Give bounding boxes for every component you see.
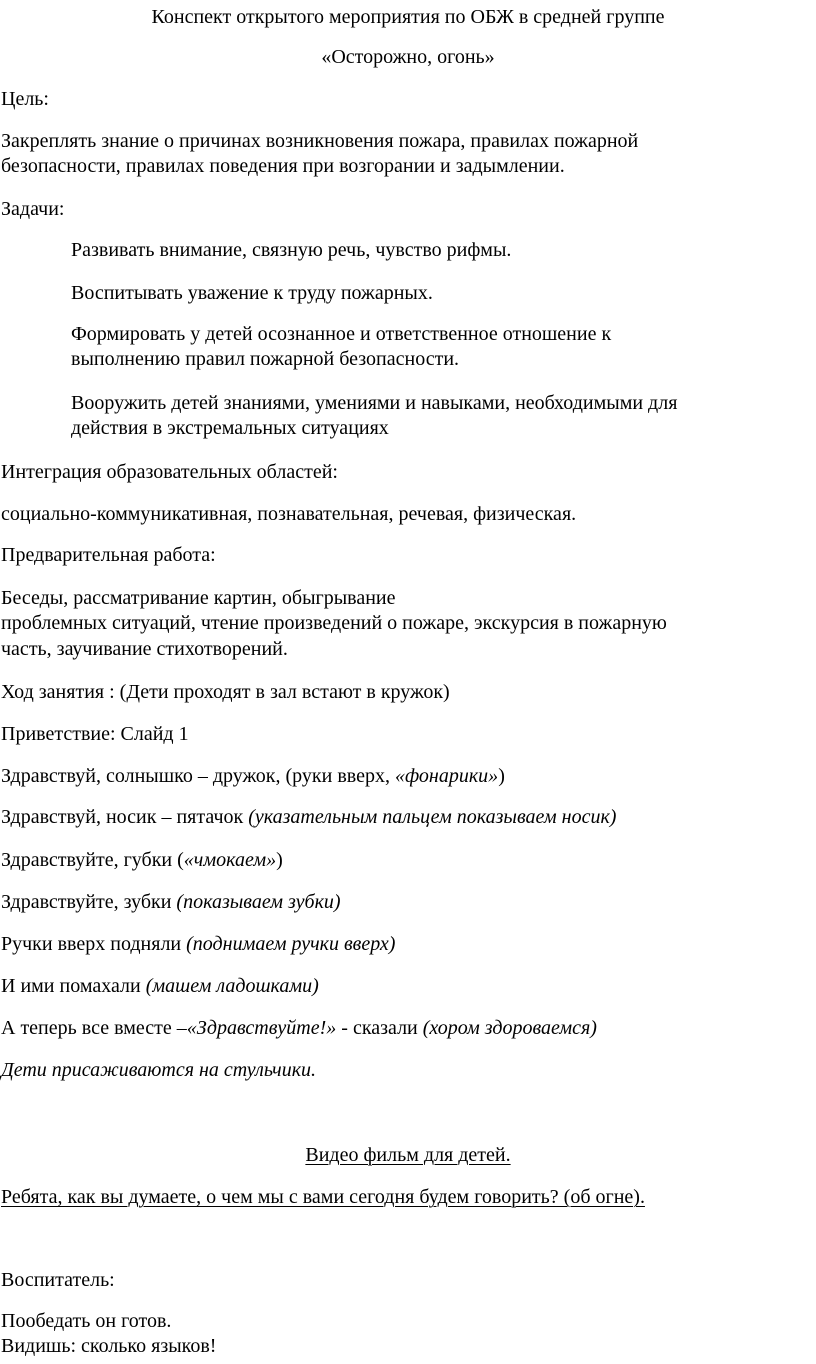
task-item-2: Воспитывать уважение к труду пожарных. — [71, 282, 433, 304]
verse-line-1 — [1, 764, 505, 789]
teacher-line-1: Пообедать он готов. — [1, 1310, 172, 1332]
integration-label: Интеграция образовательных областей: — [1, 461, 338, 483]
verse-text: Здравствуйте, зубки — [1, 891, 177, 913]
together-mid: - сказали — [336, 1017, 423, 1039]
task-item-1: Развивать внимание, связную речь, чувство рифмы. — [71, 239, 512, 261]
document-title: Конспект открытого мероприятия по ОБЖ в средней группе — [151, 6, 665, 28]
verse-text: Ручки вверх подняли — [1, 933, 187, 955]
goal-label: Цель: — [1, 88, 49, 110]
verse-line-4 — [1, 890, 341, 915]
verse-note: «чмокаем» — [183, 849, 277, 871]
goal-line-2: безопасности, правилах поведения при возгорании и задымлении. — [1, 155, 565, 177]
lesson-course: Ход занятия : (Дети проходят в зал встают в кружок) — [1, 681, 450, 703]
verse-text: Здравствуйте, губки ( — [1, 849, 184, 871]
preliminary-label: Предварительная работа: — [1, 544, 216, 566]
verse-note: (поднимаем ручки вверх) — [186, 933, 396, 955]
preliminary-line-2: проблемных ситуаций, чтение произведений о пожаре, экскурсия в пожарную — [1, 612, 667, 634]
preliminary-line-1: Беседы, рассматривание картин, обыгрывание — [1, 587, 396, 609]
seated-text: Дети присаживаются на стульчики. — [1, 1059, 317, 1081]
seated-note — [1, 1058, 316, 1083]
tasks-label: Задачи: — [1, 198, 65, 220]
together-text: А теперь все вместе – — [1, 1017, 187, 1039]
together-quote: «Здравствуйте!» — [186, 1017, 337, 1039]
verse-line-3 — [1, 848, 283, 873]
verse-note: (машем ладошками) — [145, 975, 319, 997]
verse-tail: ) — [276, 849, 283, 871]
verse-note: (указательным пальцем показываем носик) — [248, 806, 617, 828]
task-item-3-line-2: выполнению правил пожарной безопасности. — [71, 348, 460, 370]
verse-line-6 — [1, 974, 319, 999]
teacher-label: Воспитатель: — [1, 1269, 115, 1291]
verse-note: (показываем зубки) — [176, 891, 341, 913]
goal-line-1: Закреплять знание о причинах возникновения пожара, правилах пожарной — [1, 130, 639, 152]
preliminary-line-3: часть, заучивание стихотворений. — [1, 638, 288, 660]
task-item-4-line-1: Вооружить детей знаниями, умениями и навыками, необходимыми для — [71, 392, 678, 414]
verse-tail: ) — [498, 765, 505, 787]
teacher-line-2: Видишь: сколько языков! — [1, 1335, 217, 1357]
together-note: (хором здороваемся) — [422, 1017, 597, 1039]
integration-text: социально-коммуникативная, познавательная, речевая, физическая. — [1, 503, 577, 525]
verse-text: И ими помахали — [1, 975, 146, 997]
verse-line-together — [1, 1016, 597, 1041]
video-heading: Видео фильм для детей. — [305, 1144, 511, 1166]
task-item-3-line-1: Формировать у детей осознанное и ответственное отношение к — [71, 323, 612, 345]
verse-line-5 — [1, 932, 395, 957]
verse-text: Здравствуй, носик – пятачок — [1, 806, 249, 828]
task-item-4-line-2: действия в экстремальных ситуациях — [71, 417, 389, 439]
video-question: Ребята, как вы думаете, о чем мы с вами сегодня будем говорить? (об огне). — [1, 1186, 645, 1208]
lesson-greeting: Приветствие: Слайд 1 — [1, 723, 189, 745]
verse-text: Здравствуй, солнышко – дружок, (руки вверх, — [1, 765, 395, 787]
verse-line-2 — [1, 805, 616, 830]
verse-note: «фонарики» — [394, 765, 499, 787]
document-subtitle: «Осторожно, огонь» — [321, 46, 495, 68]
